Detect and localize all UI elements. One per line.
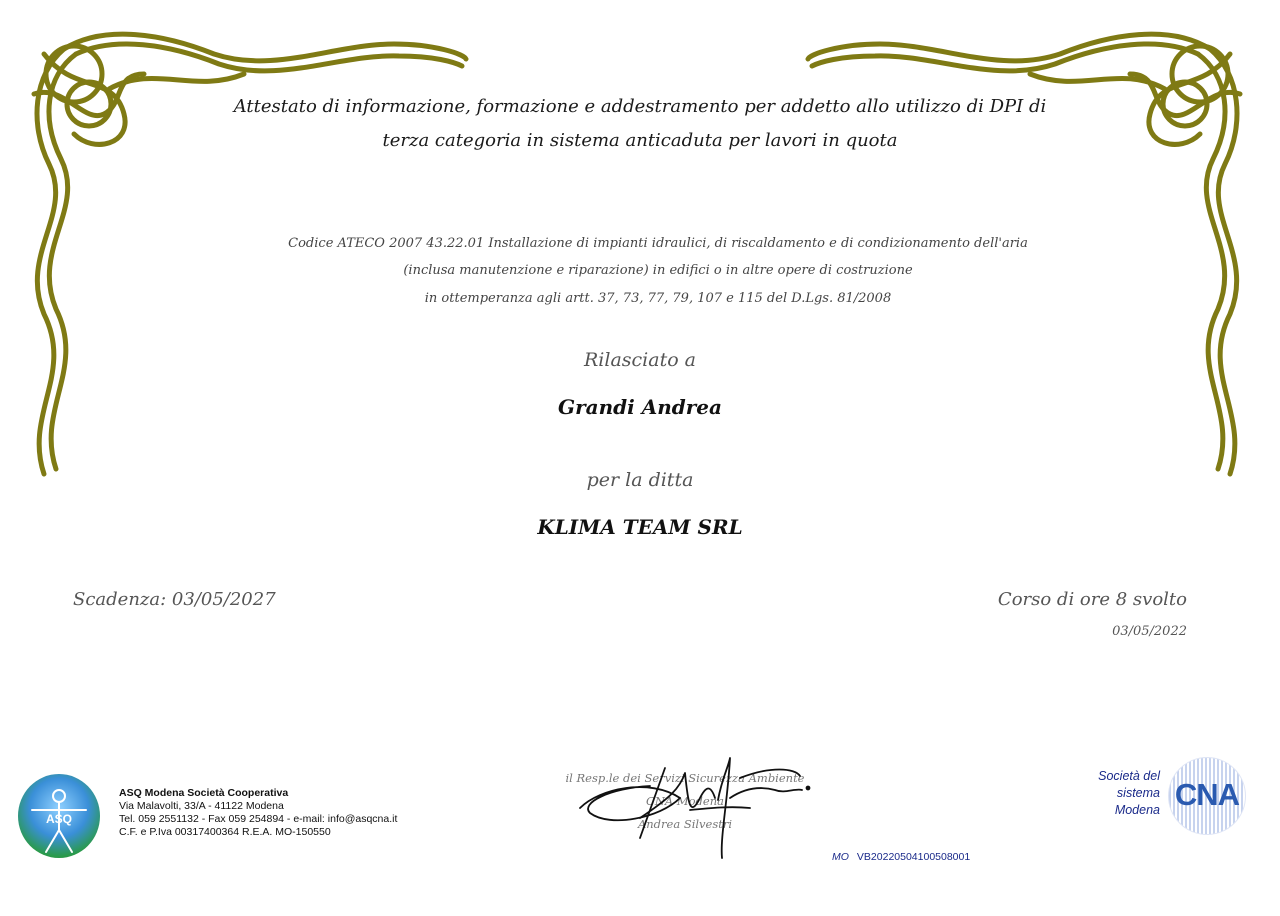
issued-to-label: Rilasciato a bbox=[583, 349, 697, 371]
cna-logo-text: CNA bbox=[1174, 777, 1240, 812]
issuer-info bbox=[119, 787, 397, 839]
issuer-fiscal: C.F. e P.Iva 00317400364 R.E.A. MO-150550 bbox=[119, 826, 331, 838]
course-date: 03/05/2022 bbox=[1112, 624, 1187, 639]
handwritten-signature bbox=[570, 728, 820, 863]
recipient-name: Grandi Andrea bbox=[558, 395, 722, 419]
cna-tagline-line3: Modena bbox=[1114, 803, 1160, 817]
issuer-address: Via Malavolti, 33/A - 41122 Modena bbox=[119, 800, 284, 812]
certificate-code-prefix: MO bbox=[832, 851, 849, 863]
cna-tagline-line2: sistema bbox=[1116, 786, 1160, 800]
company-name: KLIMA TEAM SRL bbox=[537, 515, 743, 539]
description-line2: (inclusa manutenzione e riparazione) in edifici o in altre opere di costruzione bbox=[403, 263, 913, 278]
signature-role: il Resp.le dei Servizi Sicurezza Ambiente bbox=[565, 771, 805, 785]
certificate-title-line2: terza categoria in sistema anticaduta per lavori in quota bbox=[382, 130, 898, 151]
issuer-contact: Tel. 059 2551132 - Fax 059 254894 - e-mail: info@asqcna.it bbox=[119, 813, 398, 825]
cna-logo bbox=[1168, 757, 1246, 835]
signature-name: Andrea Silvestri bbox=[637, 817, 733, 831]
description-line3: in ottemperanza agli artt. 37, 73, 77, 79, 107 e 115 del D.Lgs. 81/2008 bbox=[424, 291, 892, 306]
description-line1: Codice ATECO 2007 43.22.01 Installazione di impianti idraulici, di riscaldamento e di condizionamento dell'aria bbox=[288, 236, 1028, 251]
cna-tagline bbox=[1070, 768, 1160, 819]
asq-logo bbox=[18, 774, 100, 858]
signature-org: CNA Modena bbox=[646, 794, 724, 808]
cna-tagline-line1: Società del bbox=[1098, 769, 1160, 783]
company-label: per la ditta bbox=[586, 469, 694, 491]
certificate-title-line1: Attestato di informazione, formazione e addestramento per addetto allo utilizzo di DPI di bbox=[233, 96, 1047, 117]
expiry-date: Scadenza: 03/05/2027 bbox=[73, 589, 276, 610]
issuer-name: ASQ Modena Società Cooperativa bbox=[119, 787, 289, 799]
asq-logo-text: ASQ bbox=[45, 812, 72, 826]
course-hours: Corso di ore 8 svolto bbox=[997, 589, 1187, 610]
certificate-code-value: VB20220504100508001 bbox=[856, 851, 971, 863]
certificate-code bbox=[832, 851, 970, 863]
